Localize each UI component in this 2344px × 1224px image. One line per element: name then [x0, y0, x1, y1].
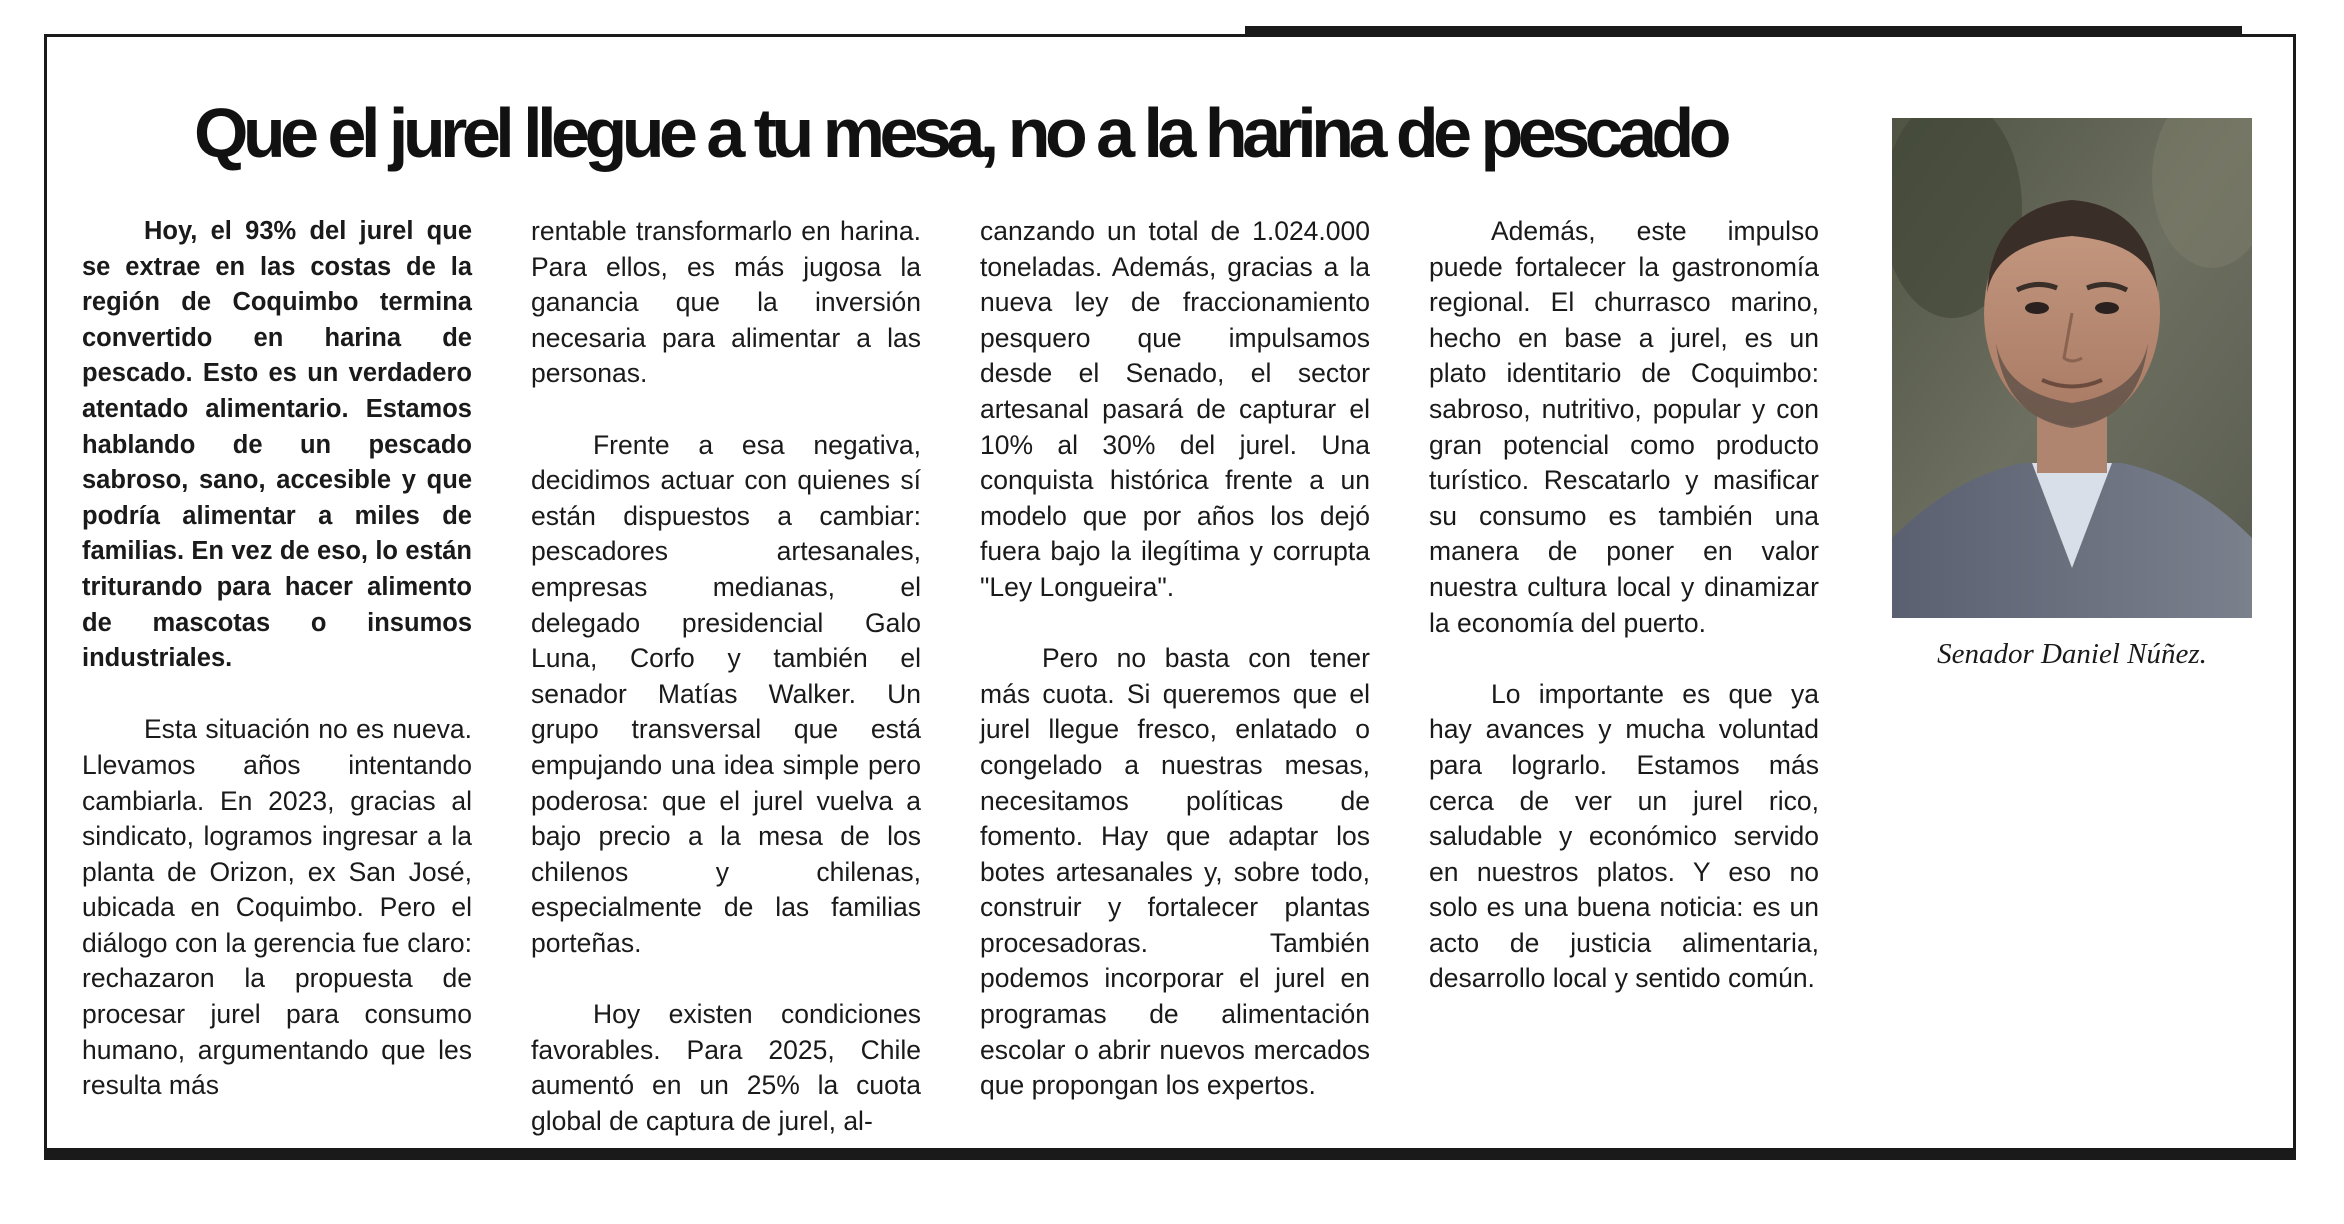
article-column-2 — [531, 214, 921, 1175]
lead-paragraph: Hoy, el 93% del jurel que se extrae en las costas de la región de Coquimbo termina convertido en harina de pescado. Esto es un verdadero atentado alimentario. Estamos hablando de un pescado sabroso, sano, accesible y que podría alimentar a miles de familias. En vez de eso, lo están triturando para hacer alimento de mascotas o insumos industriales. — [82, 217, 472, 673]
photo-caption: Senador Daniel Núñez. — [1937, 638, 2207, 670]
article-column-1 — [82, 214, 472, 1139]
body-paragraph: Hoy existen condiciones favorables. Para 2025, Chile aumentó en un 25% la cuota global de captura de jurel, al- — [531, 999, 921, 1136]
author-photo — [1892, 118, 2252, 618]
body-paragraph-continued: rentable transformarlo en harina. Para ellos, es más jugosa la ganancia que la inversión necesaria para alimentar a las personas. — [531, 216, 921, 389]
body-paragraph: Lo importante es que ya hay avances y mucha voluntad para lograrlo. Estamos más cerca de ver un jurel rico, saludable y económico servido en nuestros platos. Y eso no solo es una buena noticia: es un acto de justicia alimentaria, desarrollo local y sentido común. — [1429, 678, 1819, 994]
body-paragraph: Pero no basta con tener más cuota. Si queremos que el jurel llegue fresco, enlatado o congelado a nuestras mesas, necesitamos políticas de fomento. Hay que adaptar los botes artesanales y, sobre todo, construir y fortalecer plantas procesadoras. También podemos incorporar el jurel en programas de alimentación escolar o abrir nuevos mercados que propongan los expertos. — [980, 643, 1370, 1101]
article-column-3 — [980, 214, 1370, 1139]
article-headline: Que el jurel llegue a tu mesa, no a la harina de pescado — [193, 94, 1727, 172]
body-paragraph-continued: canzando un total de 1.024.000 toneladas. Además, gracias a la nueva ley de fraccionamiento pesquero que impulsamos desde el Senado, el sector artesanal pasará de capturar el 10% al 30% del jurel. Una conquista histórica frente a un modelo que por años los dejó fuera bajo la ilegítima y corrupta "Ley Longueira". — [980, 216, 1370, 602]
article-column-4 — [1429, 214, 1819, 1033]
body-paragraph: Además, este impulso puede fortalecer la gastronomía regional. El churrasco marino, hecho en base a jurel, es un plato identitario de Coquimbo: sabroso, nutritivo, popular y con gran potencial como producto turístico. Rescatarlo y masificar su consumo es también una manera de poner en valor nuestra cultura local y dinamizar la economía del puerto. — [1429, 216, 1819, 638]
body-paragraph: Esta situación no es nueva. Llevamos años intentando cambiarla. En 2023, gracias al sindicato, logramos ingresar a la planta de Orizon, ex San José, ubicada en Coquimbo. Pero el diálogo con la gerencia fue claro: rechazaron la propuesta de procesar jurel para consumo humano, argumentando que les resulta más — [82, 714, 472, 1101]
body-paragraph: Frente a esa negativa, decidimos actuar con quienes sí están dispuestos a cambiar: pescadores artesanales, empresas medianas, el delegado presidencial Galo Luna, Corfo y también el senador Matías Walker. Un grupo transversal que está empujando una idea simple pero poderosa: que el jurel vuelva a bajo precio a la mesa de los chilenos y chilenas, especialmente de las familias porteñas. — [531, 429, 921, 958]
